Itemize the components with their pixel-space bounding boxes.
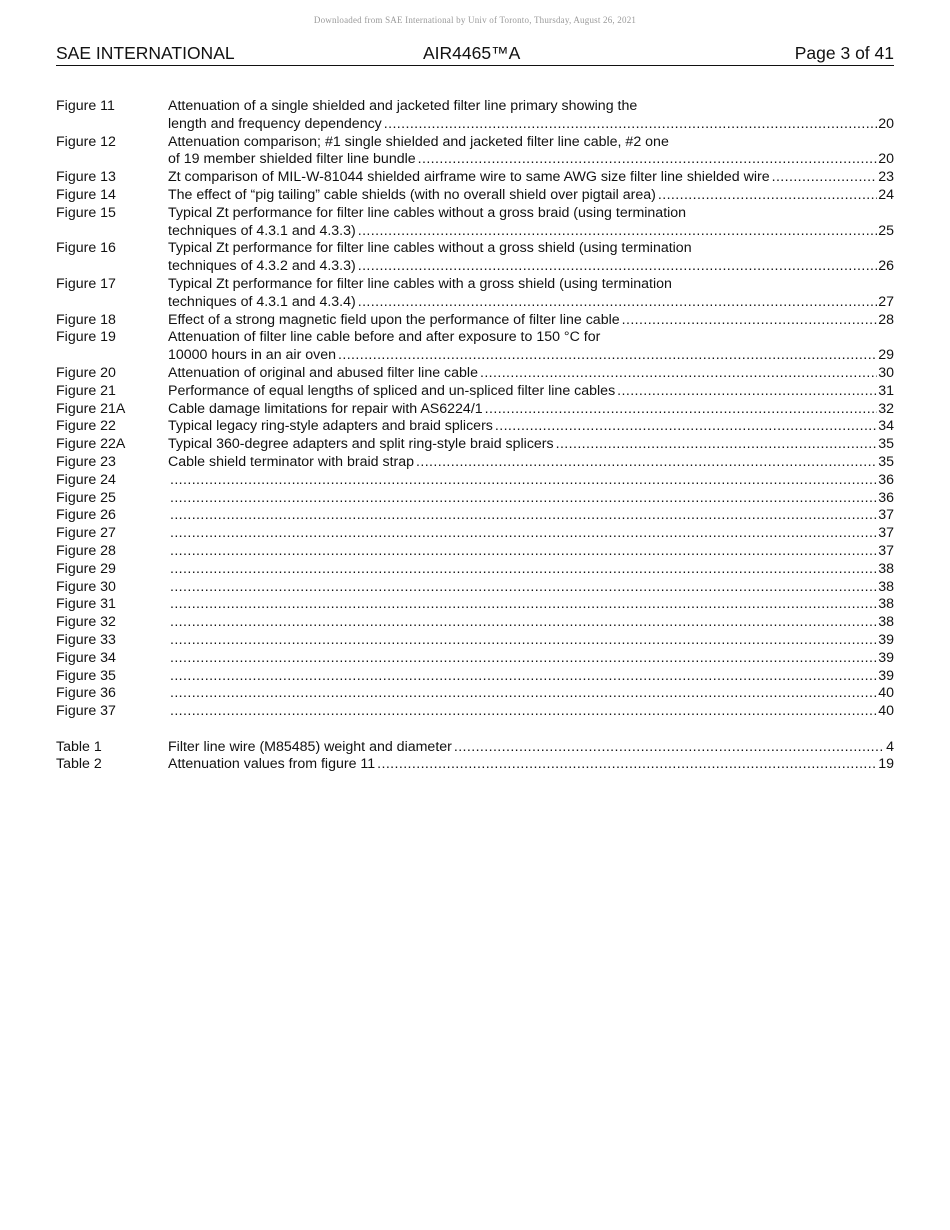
table-entry-leader-line <box>168 739 894 757</box>
figure-entry-page-number: 37 <box>878 542 894 559</box>
figure-entry-page-number: 30 <box>878 364 894 381</box>
figure-entry[interactable] <box>56 187 894 205</box>
dot-leader <box>358 223 877 241</box>
figure-entry-leader-line <box>168 383 894 401</box>
figure-entry-title <box>168 205 894 241</box>
figure-entry-title-text: techniques of 4.3.2 and 4.3.3) <box>168 258 356 275</box>
dot-leader <box>418 151 878 169</box>
figures-list <box>56 98 894 721</box>
figure-entry-leader-line <box>168 668 894 686</box>
figure-entry-leader-line <box>168 401 894 419</box>
dot-leader <box>556 436 878 454</box>
figure-entry-title-line: Typical Zt performance for filter line cables without a gross braid (using termination <box>168 204 687 221</box>
figure-entry-leader-line <box>168 436 894 454</box>
header-page-number: Page 3 of 41 <box>794 43 894 63</box>
figure-entry-title-text: Cable shield terminator with braid strap <box>168 453 415 470</box>
figure-entry-leader-line <box>168 151 894 169</box>
figure-entry-title <box>168 543 894 561</box>
figure-entry-label: Figure 22 <box>56 418 116 435</box>
figure-entry[interactable] <box>56 561 894 579</box>
table-entry[interactable] <box>56 756 894 774</box>
figure-entry-title <box>168 579 894 597</box>
figure-entry-page-number: 26 <box>878 258 894 275</box>
dot-leader <box>658 187 877 205</box>
figure-entry-leader-line <box>168 596 894 614</box>
figure-entry-page-number: 28 <box>878 311 894 328</box>
figure-entry-leader-line <box>168 490 894 508</box>
figure-entry-title-text: techniques of 4.3.1 and 4.3.3) <box>168 222 356 239</box>
figure-entry-title <box>168 561 894 579</box>
figure-entry[interactable] <box>56 650 894 668</box>
figure-entry[interactable] <box>56 614 894 632</box>
figure-entry-title <box>168 365 894 383</box>
dot-leader <box>170 579 877 597</box>
figure-entry-label: Figure 11 <box>56 98 115 114</box>
dot-leader <box>338 347 877 365</box>
figure-entry-leader-line <box>168 685 894 703</box>
dot-leader <box>170 507 877 525</box>
figure-entry-page-number: 31 <box>878 382 894 399</box>
figure-entry-page-number: 23 <box>878 169 894 186</box>
figure-entry-title-text: length and frequency dependency <box>168 115 382 132</box>
figure-entry-leader-line <box>168 169 894 187</box>
figure-entry[interactable] <box>56 418 894 436</box>
figure-entry-leader-line <box>168 454 894 472</box>
figure-entry[interactable] <box>56 312 894 330</box>
figure-entry-title-text: Cable damage limitations for repair with AS6224/1 <box>168 400 483 417</box>
figure-entry-leader-line <box>168 543 894 561</box>
figure-entry[interactable] <box>56 134 894 170</box>
figure-entry[interactable] <box>56 472 894 490</box>
figure-entry-label: Figure 20 <box>56 364 116 381</box>
header-document-number: AIR4465™A <box>423 43 521 63</box>
figure-entry-page-number: 39 <box>878 667 894 684</box>
figure-entry[interactable] <box>56 169 894 187</box>
figure-entry-label: Figure 35 <box>56 667 116 684</box>
table-entry-title <box>168 739 894 757</box>
figure-entry-title <box>168 596 894 614</box>
dot-leader <box>454 739 885 757</box>
figure-entry-label: Figure 21 <box>56 382 116 399</box>
figure-entry-title <box>168 650 894 668</box>
figure-entry-title <box>168 436 894 454</box>
figure-entry-page-number: 20 <box>878 115 894 132</box>
figure-entry-title <box>168 418 894 436</box>
figure-entry-label: Figure 34 <box>56 649 116 666</box>
figure-entry[interactable] <box>56 507 894 525</box>
figure-entry-title <box>168 187 894 205</box>
figure-entry-label: Figure 37 <box>56 703 116 720</box>
figure-entry-leader-line <box>168 525 894 543</box>
figure-entry-page-number: 39 <box>878 631 894 648</box>
figure-entry-label: Figure 25 <box>56 489 116 506</box>
dot-leader <box>170 703 877 721</box>
download-watermark: Downloaded from SAE International by Univ of Toronto, Thursday, August 26, 2021 <box>313 15 637 25</box>
figure-entry-title <box>168 98 894 134</box>
figure-entry[interactable] <box>56 240 894 276</box>
figure-entry-title-text: Zt comparison of MIL-W-81044 shielded airframe wire to same AWG size filter line shielded wire <box>168 169 770 186</box>
figure-entry-title <box>168 134 894 170</box>
figure-entry-page-number: 38 <box>878 614 894 631</box>
figure-entry-title <box>168 383 894 401</box>
figure-entry-title <box>168 240 894 276</box>
dot-leader <box>170 561 877 579</box>
figure-entry-title-text: Typical legacy ring-style adapters and braid splicers <box>168 418 493 435</box>
figure-entry[interactable] <box>56 276 894 312</box>
figure-entry-label: Figure 30 <box>56 578 116 595</box>
figure-entry-title-text: of 19 member shielded filter line bundle <box>168 151 416 168</box>
figure-entry-label: Figure 18 <box>56 311 116 328</box>
figure-entry-title-line: Attenuation comparison; #1 single shielded and jacketed filter line cable, #2 one <box>168 133 669 150</box>
figure-entry-leader-line <box>168 579 894 597</box>
figure-entry-title <box>168 685 894 703</box>
figure-entry-label: Figure 27 <box>56 525 116 542</box>
dot-leader <box>170 668 877 686</box>
figure-entry[interactable] <box>56 668 894 686</box>
figure-entry[interactable] <box>56 703 894 721</box>
dot-leader <box>170 543 877 561</box>
figure-entry-label: Figure 36 <box>56 685 116 702</box>
figure-entry-page-number: 20 <box>878 151 894 168</box>
table-entry-title-text: Attenuation values from figure 11 <box>168 756 376 773</box>
figure-entry[interactable] <box>56 579 894 597</box>
figure-entry[interactable] <box>56 596 894 614</box>
figure-entry-title-line: Attenuation of filter line cable before and after exposure to 150 °C for <box>168 329 601 346</box>
figure-entry[interactable] <box>56 543 894 561</box>
figure-entry-leader-line <box>168 650 894 668</box>
figure-entry-label: Figure 16 <box>56 240 116 257</box>
figure-entry-label: Figure 21A <box>56 400 126 417</box>
table-entry-label: Table 2 <box>56 756 102 773</box>
table-entry-page-number: 4 <box>886 738 894 755</box>
figure-entry-label: Figure 13 <box>56 169 116 186</box>
figure-entry-page-number: 38 <box>878 560 894 577</box>
figure-entry[interactable] <box>56 205 894 241</box>
figure-entry-leader-line <box>168 347 894 365</box>
figure-entry-page-number: 35 <box>878 436 894 453</box>
figure-entry[interactable] <box>56 401 894 419</box>
section-gap <box>56 721 894 739</box>
figure-entry-page-number: 24 <box>878 186 894 203</box>
figure-entry-label: Figure 28 <box>56 542 116 559</box>
table-entry-title-text: Filter line wire (M85485) weight and diameter <box>168 738 452 755</box>
figure-entry-title <box>168 169 894 187</box>
figure-entry-title <box>168 401 894 419</box>
figure-entry-page-number: 40 <box>878 685 894 702</box>
dot-leader <box>617 383 877 401</box>
figure-entry-label: Figure 17 <box>56 275 116 292</box>
figure-entry-page-number: 35 <box>878 453 894 470</box>
dot-leader <box>485 401 878 419</box>
figure-entry-label: Figure 23 <box>56 453 116 470</box>
figure-entry[interactable] <box>56 383 894 401</box>
header-organization: SAE INTERNATIONAL <box>56 43 235 63</box>
figure-entry-title <box>168 329 894 365</box>
figure-entry-title <box>168 454 894 472</box>
page-header <box>56 43 894 66</box>
figure-entry-title-text: Performance of equal lengths of spliced and un-spliced filter line cables <box>168 382 616 399</box>
figure-entry[interactable] <box>56 329 894 365</box>
figure-entry-page-number: 37 <box>878 507 894 524</box>
figure-entry-leader-line <box>168 507 894 525</box>
figure-entry-leader-line <box>168 632 894 650</box>
figure-entry-page-number: 39 <box>878 649 894 666</box>
figure-entry-title-line: Typical Zt performance for filter line cables without a gross shield (using termination <box>168 240 692 257</box>
figure-entry-leader-line <box>168 223 894 241</box>
figure-entry-label: Figure 14 <box>56 186 116 203</box>
dot-leader <box>170 614 877 632</box>
list-of-figures-and-tables <box>56 98 894 774</box>
figure-entry[interactable] <box>56 632 894 650</box>
figure-entry[interactable] <box>56 490 894 508</box>
figure-entry-page-number: 34 <box>878 418 894 435</box>
figure-entry-title <box>168 276 894 312</box>
table-entry-title <box>168 756 894 774</box>
figure-entry-title <box>168 703 894 721</box>
dot-leader <box>170 632 877 650</box>
figure-entry-label: Figure 32 <box>56 614 116 631</box>
dot-leader <box>170 472 877 490</box>
figure-entry-label: Figure 12 <box>56 133 116 150</box>
figure-entry-title-text: techniques of 4.3.1 and 4.3.4) <box>168 293 356 310</box>
figure-entry-title <box>168 490 894 508</box>
dot-leader <box>170 525 877 543</box>
figure-entry[interactable] <box>56 685 894 703</box>
figure-entry-label: Figure 22A <box>56 436 126 453</box>
figure-entry-title-text: Typical 360-degree adapters and split ring-style braid splicers <box>168 436 554 453</box>
figure-entry[interactable] <box>56 365 894 383</box>
figure-entry-leader-line <box>168 472 894 490</box>
figure-entry-leader-line <box>168 258 894 276</box>
dot-leader <box>170 650 877 668</box>
tables-list <box>56 739 894 775</box>
dot-leader <box>384 116 877 134</box>
figure-entry-page-number: 32 <box>878 400 894 417</box>
figure-entry-title <box>168 507 894 525</box>
dot-leader <box>170 490 877 508</box>
figure-entry-title-text: 10000 hours in an air oven <box>168 347 337 364</box>
figure-entry-page-number: 25 <box>878 222 894 239</box>
figure-entry-title <box>168 472 894 490</box>
figure-entry-leader-line <box>168 116 894 134</box>
table-entry[interactable] <box>56 739 894 757</box>
dot-leader <box>358 258 877 276</box>
figure-entry-page-number: 38 <box>878 578 894 595</box>
dot-leader <box>416 454 877 472</box>
figure-entry-leader-line <box>168 312 894 330</box>
figure-entry-title-line: Typical Zt performance for filter line cables with a gross shield (using termination <box>168 275 672 292</box>
figure-entry-page-number: 38 <box>878 596 894 613</box>
figure-entry-leader-line <box>168 187 894 205</box>
figure-entry-label: Figure 33 <box>56 631 116 648</box>
dot-leader <box>358 294 877 312</box>
figure-entry-leader-line <box>168 703 894 721</box>
dot-leader <box>495 418 877 436</box>
figure-entry[interactable] <box>56 436 894 454</box>
dot-leader <box>480 365 877 383</box>
dot-leader <box>170 596 877 614</box>
figure-entry-title <box>168 614 894 632</box>
figure-entry-page-number: 37 <box>878 525 894 542</box>
dot-leader <box>377 756 877 774</box>
figure-entry-label: Figure 31 <box>56 596 116 613</box>
figure-entry-label: Figure 19 <box>56 329 116 346</box>
figure-entry-label: Figure 24 <box>56 471 116 488</box>
figure-entry-leader-line <box>168 365 894 383</box>
figure-entry-title <box>168 525 894 543</box>
figure-entry-page-number: 27 <box>878 293 894 310</box>
table-entry-label: Table 1 <box>56 738 102 755</box>
figure-entry-page-number: 29 <box>878 347 894 364</box>
figure-entry[interactable] <box>56 525 894 543</box>
figure-entry-title-text: Effect of a strong magnetic field upon the performance of filter line cable <box>168 311 620 328</box>
figure-entry-leader-line <box>168 614 894 632</box>
figure-entry-page-number: 36 <box>878 471 894 488</box>
figure-entry-leader-line <box>168 561 894 579</box>
figure-entry-label: Figure 29 <box>56 560 116 577</box>
table-entry-page-number: 19 <box>878 756 894 773</box>
figure-entry-title <box>168 632 894 650</box>
figure-entry-title-text: The effect of “pig tailing” cable shields (with no overall shield over pigtail area) <box>168 186 656 203</box>
dot-leader <box>772 169 878 187</box>
figure-entry-label: Figure 26 <box>56 507 116 524</box>
figure-entry-title <box>168 312 894 330</box>
figure-entry-page-number: 40 <box>878 703 894 720</box>
figure-entry-page-number: 36 <box>878 489 894 506</box>
table-entry-leader-line <box>168 756 894 774</box>
figure-entry[interactable] <box>56 454 894 472</box>
figure-entry-title <box>168 668 894 686</box>
figure-entry-label: Figure 15 <box>56 204 116 221</box>
figure-entry-leader-line <box>168 294 894 312</box>
dot-leader <box>622 312 878 330</box>
dot-leader <box>170 685 877 703</box>
figure-entry[interactable] <box>56 98 894 134</box>
figure-entry-leader-line <box>168 418 894 436</box>
figure-entry-title-text: Attenuation of original and abused filter line cable <box>168 364 478 381</box>
figure-entry-title-line: Attenuation of a single shielded and jacketed filter line primary showing the <box>168 98 638 114</box>
